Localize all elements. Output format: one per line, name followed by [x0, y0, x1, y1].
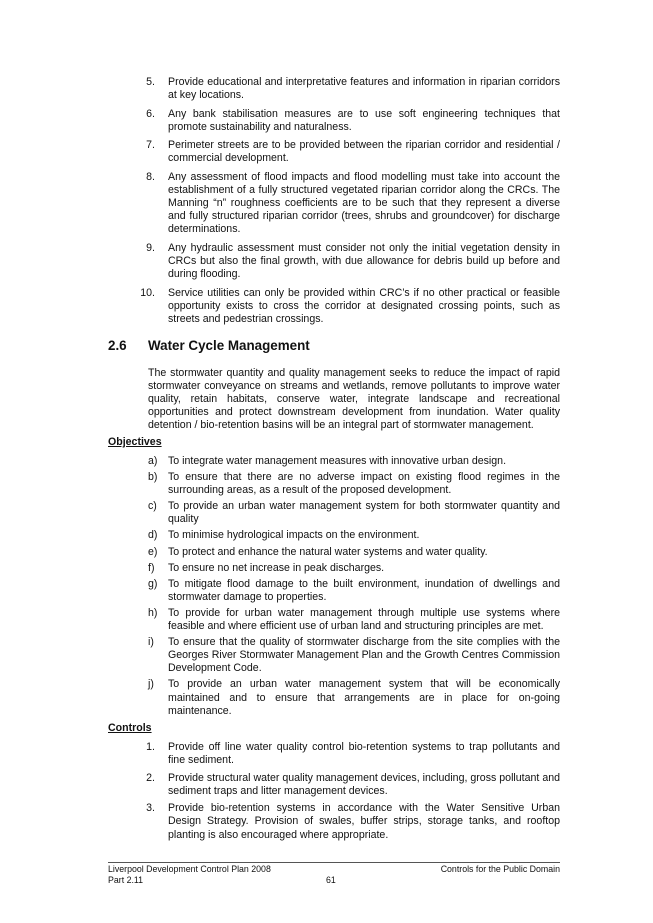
list-item	[0, 529, 653, 542]
list-item	[0, 772, 653, 798]
list-item-text: Provide off line water quality control bio-retention systems to trap pollutants and fine sediment.	[168, 741, 560, 767]
list-item	[0, 108, 653, 134]
list-item-text: Any bank stabilisation measures are to use soft engineering techniques that promote sustainability and naturalness.	[168, 107, 560, 133]
list-item-text: To ensure that there are no adverse impact on existing flood regimes in the surrounding areas, as a result of the proposed development.	[168, 471, 560, 497]
list-item	[0, 607, 653, 633]
list-item-marker: 2.	[146, 771, 155, 784]
list-item	[0, 455, 653, 468]
list-item	[0, 76, 653, 102]
list-item	[0, 678, 653, 717]
list-item	[0, 802, 653, 841]
footer-page-number: 61	[326, 875, 336, 885]
list-item-text: To ensure that the quality of stormwater discharge from the site complies with the Georges River Stormwater Management Plan and the Growth Centres Commission Development Code.	[168, 636, 560, 675]
list-item-text: To protect and enhance the natural water systems and water quality.	[168, 545, 488, 558]
list-item-text: To integrate water management measures with innovative urban design.	[168, 455, 507, 467]
list-item	[0, 242, 653, 281]
list-item	[0, 500, 653, 526]
controls-heading: Controls	[108, 722, 152, 734]
list-item-text: To provide an urban water management system for both stormwater quantity and quality	[168, 500, 560, 526]
list-item-marker: 9.	[146, 242, 155, 255]
footer-part: Part 2.11	[108, 875, 144, 885]
footer-plan-title: Liverpool Development Control Plan 2008	[108, 864, 271, 874]
list-item-marker: 1.	[146, 741, 155, 753]
list-item	[0, 562, 653, 575]
list-item-marker: b)	[148, 471, 158, 484]
list-item	[0, 171, 653, 236]
list-item-text: Service utilities can only be provided within CRC’s if no other practical or feasible opportunity exists to cross the corridor at designated crossing points, such as streets and pedestrian crossings.	[168, 286, 560, 325]
list-item-marker: f)	[148, 561, 155, 574]
list-item	[0, 636, 653, 675]
list-item-marker: g)	[148, 577, 158, 590]
footer-section-title: Controls for the Public Domain	[440, 864, 560, 874]
controls-list	[0, 741, 653, 842]
list-item-text: To minimise hydrological impacts on the environment.	[168, 529, 420, 542]
list-item-text: Provide structural water quality management devices, including, gross pollutant and sediment traps and litter management devices.	[168, 771, 560, 797]
list-item-text: Any hydraulic assessment must consider not only the initial vegetation density in CRCs but also the final growth, with due allowance for debris build up before and during flooding.	[168, 242, 560, 281]
list-item-marker: 3.	[146, 802, 155, 815]
list-item-marker: 6.	[146, 107, 155, 120]
list-item-marker: e)	[148, 545, 158, 558]
list-item-text: To provide an urban water management system that will be economically maintained and to ensure that arrangements are in place for on-going maintenance.	[168, 678, 560, 717]
list-item	[0, 741, 653, 767]
section-number: 2.6	[108, 338, 127, 353]
list-item-text: To provide for urban water management through multiple use systems where feasible and where efficient use of urban land and structuring principles are met.	[168, 606, 560, 633]
list-item	[0, 578, 653, 604]
list-item-marker: 5.	[146, 76, 155, 88]
list-item-marker: h)	[148, 606, 158, 619]
section-title: Water Cycle Management	[148, 338, 310, 353]
list-item	[0, 546, 653, 559]
footer-divider	[108, 862, 560, 863]
list-item-text: To mitigate flood damage to the built environment, inundation of dwellings and stormwater damage to properties.	[168, 577, 560, 603]
list-item-marker: 10.	[140, 286, 155, 299]
list-item-marker: 8.	[146, 171, 155, 184]
objectives-list	[0, 455, 653, 718]
list-item-marker: d)	[148, 529, 158, 542]
numbered-list-continued	[0, 76, 653, 326]
list-item-marker: c)	[148, 500, 157, 513]
list-item	[0, 287, 653, 326]
list-item-text: Any assessment of flood impacts and flood modelling must take into account the establishment of a fully structured vegetated riparian corridor along the CRCs. The Manning “n” roughness coefficients are to be such that they represent a diverse and fully structured riparian corridor (trees, shrubs and groundcover) for discharge determinations.	[168, 171, 560, 236]
list-item-text: Provide bio-retention systems in accordance with the Water Sensitive Urban Design Strategy. Provision of swales, buffer strips, storage tanks, and rooftop planting is also encouraged where appropriate.	[168, 802, 560, 841]
objectives-heading: Objectives	[108, 436, 162, 448]
list-item-marker: a)	[148, 455, 158, 467]
list-item-text: To ensure no net increase in peak discharges.	[168, 561, 385, 574]
list-item-marker: i)	[148, 636, 154, 649]
list-item-text: Perimeter streets are to be provided between the riparian corridor and residential / commercial development.	[168, 139, 560, 165]
list-item-marker: j)	[148, 678, 154, 691]
list-item-marker: 7.	[146, 139, 155, 152]
list-item	[0, 139, 653, 165]
list-item-text: Provide educational and interpretative features and information in riparian corridors at key locations.	[168, 76, 560, 102]
section-intro-paragraph: The stormwater quantity and quality management seeks to reduce the impact of rapid stormwater conveyance on streams and wetlands, remove pollutants to improve water quality, retain habitats, conserve water, integrate landscape and recreational opportunities and protect downstream development from inundation. Water quality detention / bio-retention basins will be an integral part of stormwater management.	[148, 367, 560, 432]
list-item	[0, 471, 653, 497]
section-heading	[108, 338, 310, 354]
